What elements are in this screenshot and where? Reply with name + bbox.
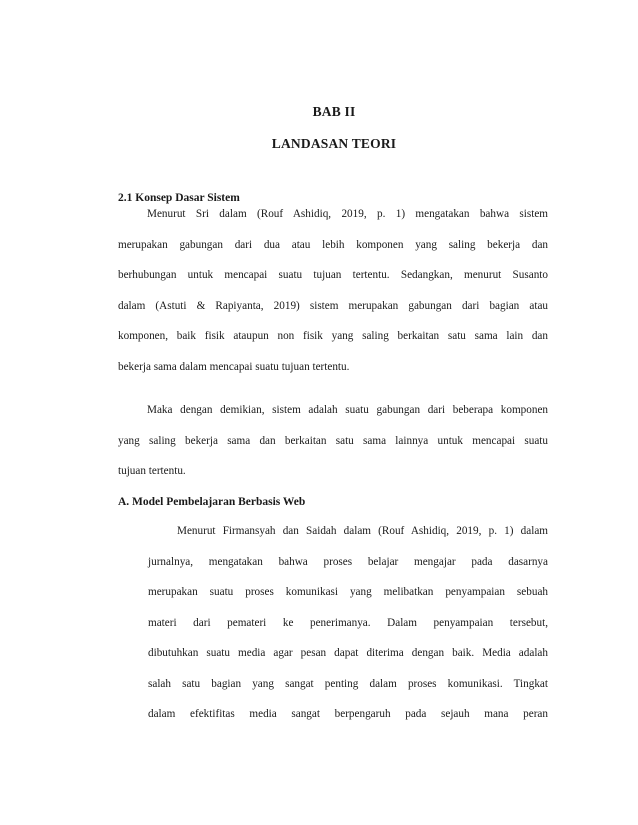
text-line: dalam efektifitas media sangat berpengaruh pada sejauh mana peran bbox=[148, 708, 548, 720]
paragraph-sistem-conclusion bbox=[118, 395, 548, 487]
chapter-number: BAB II bbox=[312, 104, 356, 119]
text-line: Menurut Sri dalam (Rouf Ashidiq, 2019, p. 1) mengatakan bahwa sistem bbox=[147, 208, 548, 220]
chapter-title: LANDASAN TEORI bbox=[271, 136, 397, 151]
text-line: merupakan gabungan dari dua atau lebih komponen yang saling bekerja dan bbox=[118, 238, 548, 251]
text-line: dalam (Astuti & Rapiyanta, 2019) sistem merupakan gabungan dari bagian atau bbox=[118, 299, 548, 312]
paragraph-model-pembelajaran bbox=[148, 516, 548, 730]
text-line: komponen, baik fisik ataupun non fisik yang saling berkaitan satu sama lain dan bbox=[118, 330, 548, 342]
section-heading-a: A. Model Pembelajaran Berbasis Web bbox=[118, 496, 306, 508]
text-line: salah satu bagian yang sangat penting dalam proses komunikasi. Tingkat bbox=[148, 677, 548, 690]
text-line: dibutuhkan suatu media agar pesan dapat diterima dengan baik. Media adalah bbox=[148, 647, 548, 659]
text-line: jurnalnya, mengatakan bahwa proses belajar mengajar pada dasarnya bbox=[148, 555, 548, 568]
text-line: bekerja sama dalam mencapai suatu tujuan tertentu. bbox=[118, 360, 350, 373]
text-line: Menurut Firmansyah dan Saidah dalam (Rouf Ashidiq, 2019, p. 1) dalam bbox=[177, 525, 548, 537]
text-line: merupakan suatu proses komunikasi yang melibatkan penyampaian sebuah bbox=[148, 586, 548, 598]
text-line: berhubungan untuk mencapai suatu tujuan tertentu. Sedangkan, menurut Susanto bbox=[118, 269, 548, 281]
text-line: tujuan tertentu. bbox=[118, 465, 186, 477]
paragraph-sistem-definition bbox=[118, 199, 548, 382]
text-line: yang saling bekerja sama dan berkaitan satu sama lainnya untuk mencapai suatu bbox=[118, 434, 548, 447]
section-heading-2-1: 2.1 Konsep Dasar Sistem bbox=[118, 192, 240, 204]
text-line: materi dari pemateri ke penerimanya. Dalam penyampaian tersebut, bbox=[148, 616, 548, 629]
text-line: Maka dengan demikian, sistem adalah suatu gabungan dari beberapa komponen bbox=[147, 404, 548, 416]
